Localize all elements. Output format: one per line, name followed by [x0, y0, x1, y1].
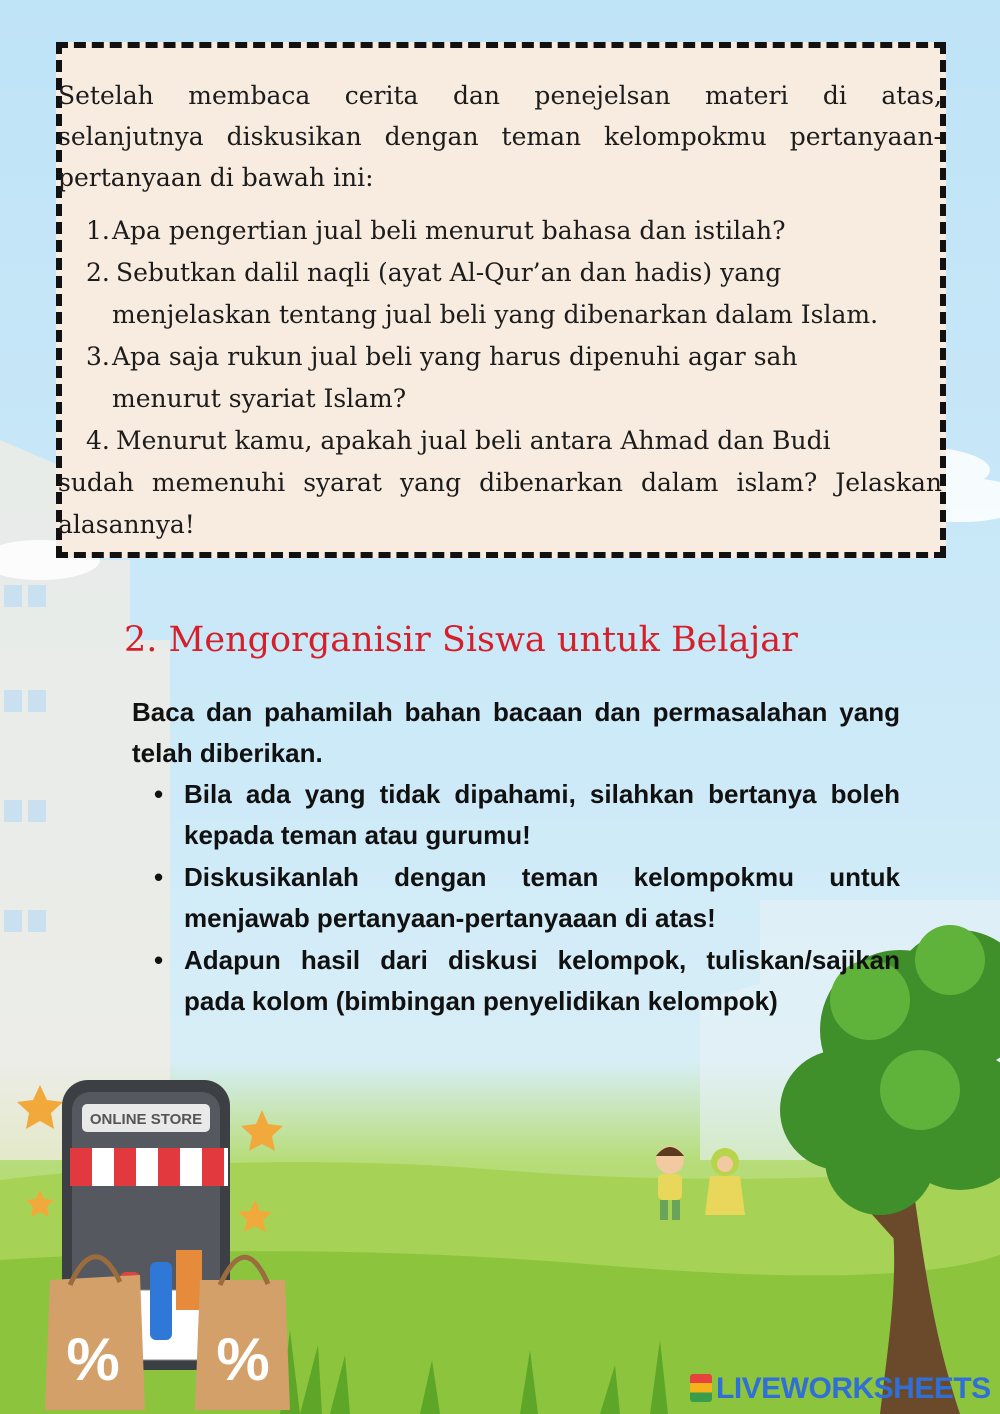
bullet-text: Diskusikanlah dengan teman kelompokmu untuk menjawab pertanyaan-pertanyaaan di atas!	[184, 862, 900, 933]
intro-line: Setelah membaca cerita dan penejelsan materi di atas,	[58, 81, 942, 110]
question-text: menurut syariat Islam?	[112, 384, 407, 413]
question-text: Sebutkan dalil naqli (ayat Al-Qur’an dan hadis) yang	[116, 258, 782, 287]
bullet-icon: •	[154, 862, 164, 892]
list-item	[152, 774, 900, 856]
bag-percent-right: %	[216, 1326, 270, 1393]
question-1	[58, 210, 942, 252]
liveworksheets-logo-icon	[690, 1374, 712, 1402]
list-item	[152, 940, 900, 1022]
bullet-icon: •	[154, 779, 164, 809]
question-2	[58, 252, 942, 336]
question-number: 2.	[86, 258, 110, 287]
question-number: 1.	[86, 216, 110, 245]
intro-line: selanjutnya diskusikan dengan teman kelompokmu pertanyaan-	[58, 122, 942, 151]
section-paragraph: Baca dan pahamilah bahan bacaan dan permasalahan yang telah diberikan.	[132, 697, 900, 768]
question-text: Apa pengertian jual beli menurut bahasa dan istilah?	[112, 216, 786, 245]
section-heading: 2. Mengorganisir Siswa untuk Belajar	[124, 620, 798, 660]
questions-intro	[58, 75, 942, 198]
question-4	[58, 420, 942, 462]
question-4-continuation: sudah memenuhi syarat yang dibenarkan dalam islam? Jelaskan	[58, 468, 942, 497]
watermark-text: LIVEWORKSHEETS	[716, 1372, 991, 1405]
instruction-list	[152, 774, 900, 1023]
question-number: 3.	[86, 342, 110, 371]
intro-line: pertanyaan di bawah ini:	[58, 163, 374, 192]
bullet-text: Adapun hasil dari diskusi kelompok, tuliskan/sajikan pada kolom (bimbingan penyelidikan kelompok)	[184, 945, 900, 1016]
question-text: Apa saja rukun jual beli yang harus dipenuhi agar sah	[112, 342, 798, 371]
question-number: 4.	[86, 426, 110, 455]
question-3	[58, 336, 942, 420]
bullet-text: Bila ada yang tidak dipahami, silahkan bertanya boleh kepada teman atau gurumu!	[184, 779, 900, 850]
online-store-sign: ONLINE STORE	[89, 1111, 203, 1128]
bullet-icon: •	[154, 945, 164, 975]
liveworksheets-watermark	[690, 1372, 991, 1406]
list-item	[152, 857, 900, 939]
question-text: menjelaskan tentang jual beli yang dibenarkan dalam Islam.	[112, 300, 879, 329]
bag-percent-left: %	[66, 1326, 120, 1393]
question-text: Menurut kamu, apakah jual beli antara Ahmad dan Budi	[116, 426, 831, 455]
question-4-continuation: alasannya!	[58, 510, 195, 539]
question-list	[58, 210, 942, 546]
